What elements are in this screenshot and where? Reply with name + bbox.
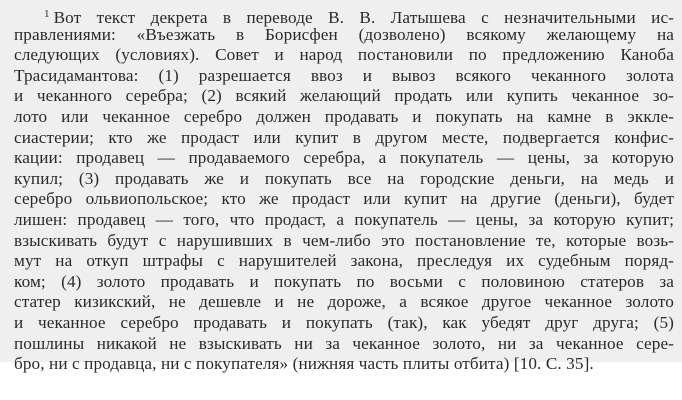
footnote — [14, 4, 674, 375]
footnote-line: взыскивать будут с нарушивших в чем-либо это постановление те, которые возь- — [14, 230, 674, 250]
footnote-line: мут на откуп штрафы с нарушителей закона, преследуя их судебным поряд- — [14, 251, 674, 271]
footnote-line-text: Вот текст декрета в переводе В. В. Латышева с незначительными ис- — [53, 8, 674, 27]
footnote-line: купил; (3) продавать же и покупать все на городские деньги, на медь и — [14, 168, 674, 188]
footnote-line: статер кизикский, не дешевле и не дороже, а всякое другое чеканное золото — [14, 292, 674, 312]
footnote-line: ком; (4) золото продавать и покупать по восьми с половиною статеров за — [14, 271, 674, 291]
footnote-line: и чеканное серебро продавать и покупать (так), как убедят друг друга; (5) — [14, 312, 674, 332]
footnote-line: сиастерии; кто же продаст или купит в другом месте, подвергается конфис- — [14, 127, 674, 147]
footnote-line: пошлины никакой не взыскивать ни за чеканное золото, ни за чеканное сере- — [14, 333, 674, 353]
footnote-line: бро, ни с продавца, ни с покупателя» (нижняя часть плиты отбита) [10. С. 35]. — [14, 354, 594, 374]
footnote-line: и чеканного серебра; (2) всякий желающий продать или купить чеканное зо- — [14, 86, 674, 106]
footnote-line: серебро ольвиопольское; кто же продаст или купит на другие (деньги), будет — [14, 189, 674, 209]
footnote-line: следующих (условиях). Совет и народ постановили по предложению Канобa — [14, 45, 674, 65]
footnote-line: правлениями: «Въезжать в Борисфен (дозволено) всякому желающему на — [14, 24, 674, 44]
footnote-marker: 1 — [44, 8, 50, 20]
footnote-line: кации: продавец — продаваемого серебра, а покупатель — цены, за которую — [14, 148, 674, 168]
footnote-line — [14, 4, 674, 25]
footnote-line: Трасидамантова: (1) разрешается ввоз и вывоз всякого чеканного золота — [14, 65, 674, 85]
footnote-line: лишен: продавец — того, что продаст, а покупатель — цены, за которую купит; — [14, 209, 674, 229]
footnote-line: лото или чеканное серебро должен продавать и покупать на камне в экклe- — [14, 106, 674, 126]
